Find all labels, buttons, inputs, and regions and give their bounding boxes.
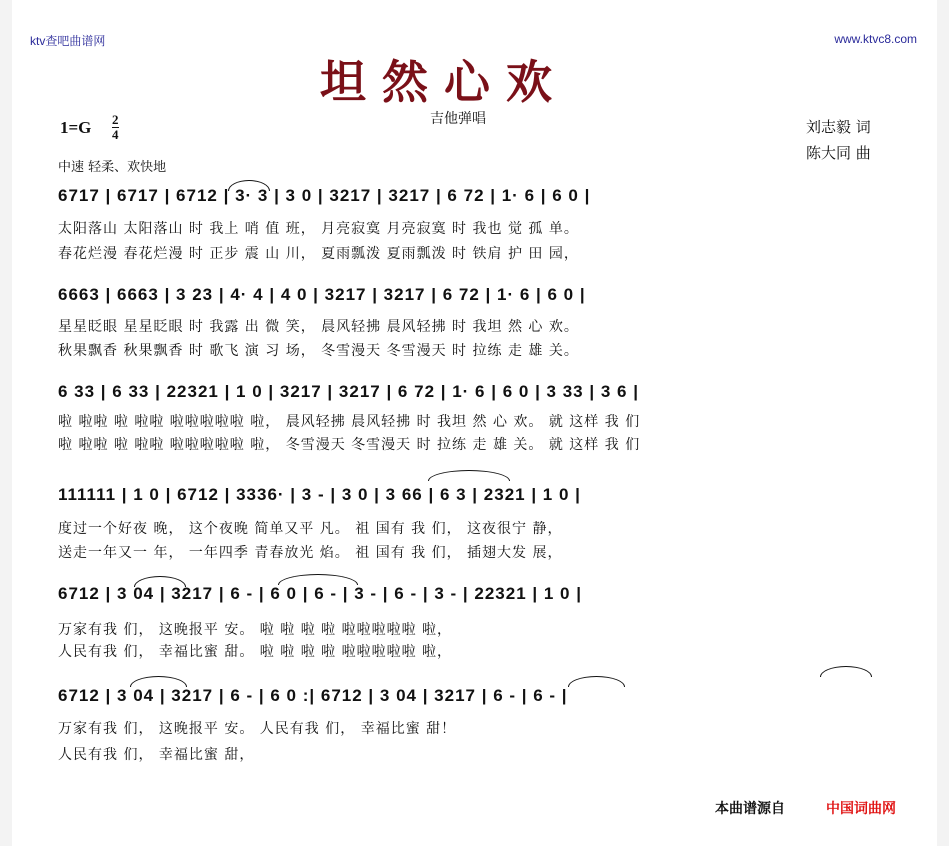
- lyricist-credit: 刘志毅 词: [806, 118, 871, 136]
- watermark-left: ktv查吧曲谱网: [30, 34, 106, 48]
- footer-site-link[interactable]: 中国词曲网: [826, 801, 896, 817]
- lyrics-verse-1: 星星眨眼 星星眨眼 时 我露 出 微 笑， 晨风轻拂 晨风轻拂 时 我坦 然 心 欢。: [58, 319, 579, 335]
- meter-top: 2: [112, 112, 119, 127]
- slur-mark: [278, 574, 358, 585]
- lyrics-verse-1: 万家有我 们， 这晚报平 安。 人民有我 们， 幸福比蜜 甜！: [58, 721, 457, 737]
- lyrics-verse-1: 啦 啦啦 啦 啦啦 啦啦啦啦啦 啦， 晨风轻拂 晨风轻拂 时 我坦 然 心 欢。 就 这样 我 们: [58, 414, 641, 430]
- slur-mark: [568, 676, 625, 687]
- lyrics-verse-2: 人民有我 们， 幸福比蜜 甜，: [58, 747, 255, 763]
- notation-row: 6663 | 6663 | 3 23 | 4· 4 | 4 0 | 3217 | 3217 | 6 72 | 1· 6 | 6 0 |: [58, 285, 586, 304]
- watermark-right: www.ktvc8.com: [834, 32, 917, 46]
- lyrics-verse-2: 秋果飘香 秋果飘香 时 歌飞 演 习 场， 冬雪漫天 冬雪漫天 时 拉练 走 雄 关。: [58, 343, 579, 359]
- lyrics-verse-1: 度过一个好夜 晚， 这个夜晚 简单又平 凡。 祖 国有 我 们， 这夜很宁 静，: [58, 521, 563, 537]
- meter-bottom: 4: [112, 127, 119, 142]
- slur-mark: [130, 676, 187, 687]
- slur-mark: [428, 470, 510, 481]
- right-margin-strip: [937, 0, 949, 846]
- slur-mark: [820, 666, 872, 677]
- slur-mark: [228, 180, 270, 191]
- notation-row: 6712 | 3 04 | 3217 | 6 - | 6 0 :| 6712 | 3 04 | 3217 | 6 - | 6 - |: [58, 686, 568, 705]
- notation-row: 6717 | 6717 | 6712 | 3· 3 | 3 0 | 3217 | 3217 | 6 72 | 1· 6 | 6 0 |: [58, 186, 591, 205]
- lyrics-verse-2: 人民有我 们， 幸福比蜜 甜。 啦 啦 啦 啦 啦啦啦啦啦 啦，: [58, 644, 453, 660]
- composer-credit: 陈大同 曲: [806, 144, 871, 162]
- song-subtitle: 吉他弹唱: [430, 111, 486, 127]
- footer-source: 本曲谱源自: [715, 801, 785, 817]
- left-margin-strip: [0, 0, 12, 846]
- time-signature: [112, 113, 119, 142]
- lyrics-verse-1: 万家有我 们， 这晚报平 安。 啦 啦 啦 啦 啦啦啦啦啦 啦，: [58, 622, 453, 638]
- song-title: 坦然心欢: [320, 55, 568, 109]
- tempo-marking: 中速 轻柔、欢快地: [58, 160, 167, 175]
- slur-mark: [134, 576, 186, 587]
- lyrics-verse-2: 送走一年又一 年， 一年四季 青春放光 焰。 祖 国有 我 们， 插翅大发 展，: [58, 545, 563, 561]
- notation-row: 6 33 | 6 33 | 22321 | 1 0 | 3217 | 3217 | 6 72 | 1· 6 | 6 0 | 3 33 | 3 6 |: [58, 382, 639, 401]
- lyrics-verse-2: 春花烂漫 春花烂漫 时 正步 震 山 川， 夏雨瓢泼 夏雨瓢泼 时 铁肩 护 田 园，: [58, 246, 579, 262]
- notation-row: 111111 | 1 0 | 6712 | 3336· | 3 - | 3 0 | 3 66 | 6 3 | 2321 | 1 0 |: [58, 485, 581, 504]
- notation-row: 6712 | 3 04 | 3217 | 6 - | 6 0 | 6 - | 3 - | 6 - | 3 - | 22321 | 1 0 |: [58, 584, 582, 603]
- key-signature: 1=G: [60, 118, 92, 137]
- lyrics-verse-1: 太阳落山 太阳落山 时 我上 哨 值 班， 月亮寂寞 月亮寂寞 时 我也 觉 孤 单。: [58, 221, 579, 237]
- lyrics-verse-2: 啦 啦啦 啦 啦啦 啦啦啦啦啦 啦， 冬雪漫天 冬雪漫天 时 拉练 走 雄 关。 就 这样 我 们: [58, 437, 641, 453]
